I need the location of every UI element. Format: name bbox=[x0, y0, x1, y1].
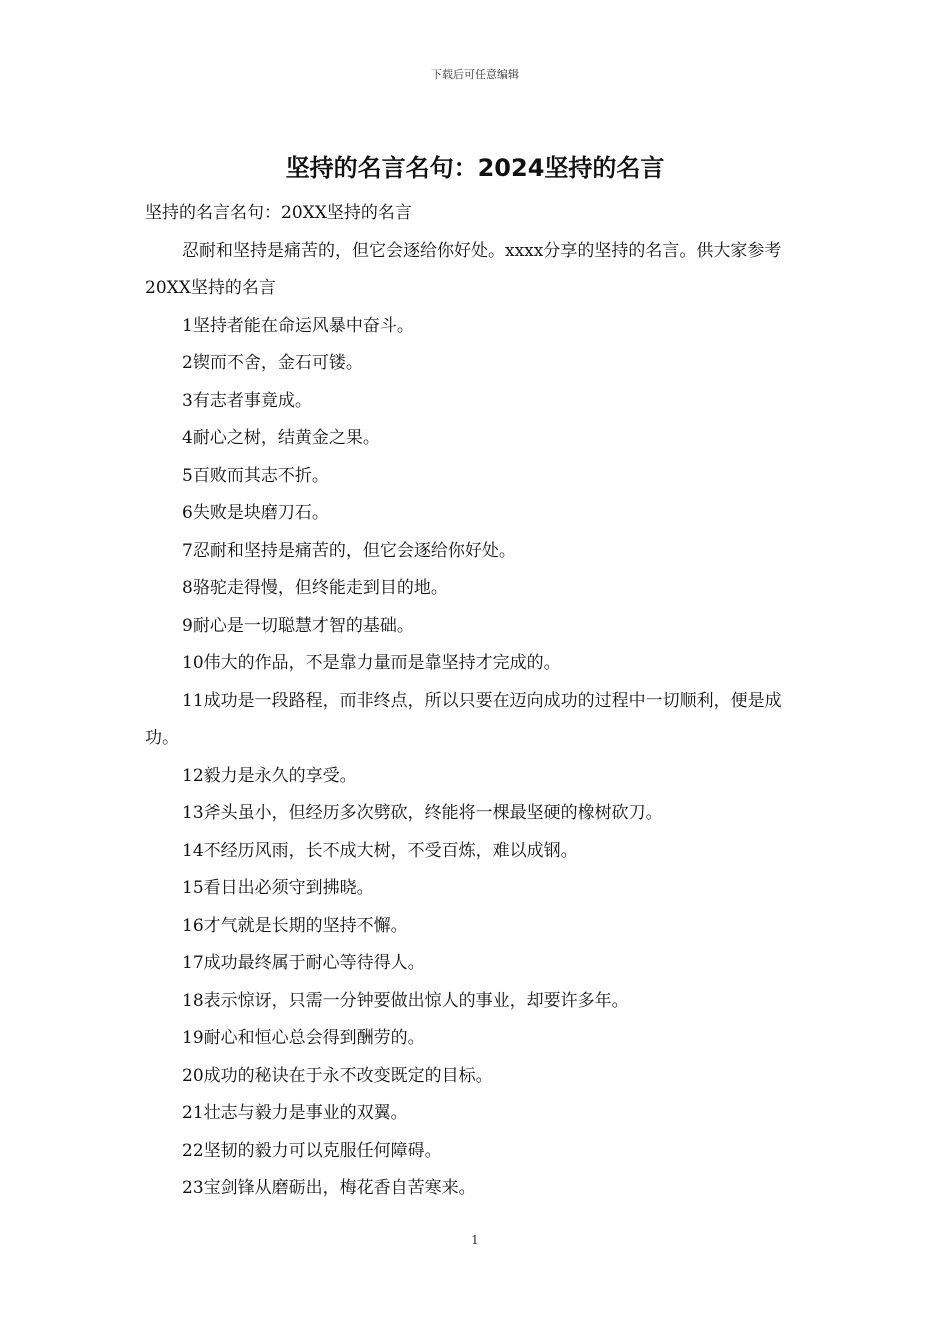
quote-item: 6失败是块磨刀石。 bbox=[182, 503, 329, 523]
document-subtitle: 坚持的名言名句：20XX坚持的名言 bbox=[145, 203, 412, 223]
quote-item: 13斧头虽小，但经历多次劈砍，终能将一棵最坚硬的橡树砍刀。 bbox=[182, 803, 663, 823]
quote-item: 22坚韧的毅力可以克服任何障碍。 bbox=[182, 1140, 442, 1161]
quote-item: 11成功是一段路程，而非终点，所以只要在迈向成功的过程中一切顺利，便是成功。 bbox=[145, 690, 782, 748]
quote-item: 12毅力是永久的享受。 bbox=[182, 765, 357, 786]
page-number: 1 bbox=[471, 1233, 479, 1247]
header-note: 下载后可任意编辑 bbox=[431, 68, 519, 81]
quote-item: 17成功最终属于耐心等待得人。 bbox=[182, 953, 425, 973]
quote-item: 15看日出必须守到拂晓。 bbox=[182, 878, 374, 898]
quote-item: 14不经历风雨，长不成大树，不受百炼，难以成钢。 bbox=[182, 840, 578, 861]
document-title: 坚持的名言名句：2024坚持的名言 bbox=[285, 154, 665, 182]
quote-item: 19耐心和恒心总会得到酬劳的。 bbox=[182, 1028, 425, 1048]
quote-item: 7忍耐和坚持是痛苦的，但它会逐给你好处。 bbox=[182, 540, 516, 561]
quote-item: 4耐心之树，结黄金之果。 bbox=[182, 428, 380, 448]
quote-item: 8骆驼走得慢，但终能走到目的地。 bbox=[182, 578, 448, 598]
quote-item: 1坚持者能在命运风暴中奋斗。 bbox=[182, 315, 414, 336]
quote-item: 16才气就是长期的坚持不懈。 bbox=[182, 915, 408, 936]
quote-item: 23宝剑锋从磨砺出，梅花香自苦寒来。 bbox=[182, 1178, 476, 1198]
quote-item: 20成功的秘诀在于永不改变既定的目标。 bbox=[182, 1065, 493, 1086]
quote-item: 9耐心是一切聪慧才智的基础。 bbox=[182, 615, 414, 636]
quote-item: 10伟大的作品，不是靠力量而是靠坚持才完成的。 bbox=[182, 653, 561, 673]
quote-item: 3有志者事竟成。 bbox=[182, 390, 312, 411]
quote-item: 2锲而不舍，金石可镂。 bbox=[182, 353, 363, 373]
quote-item: 5百败而其志不折。 bbox=[182, 465, 329, 486]
document-body bbox=[145, 195, 810, 1208]
quote-item: 21壮志与毅力是事业的双翼。 bbox=[182, 1103, 408, 1123]
intro-paragraph: 忍耐和坚持是痛苦的，但它会逐给你好处。xxxx分享的坚持的名言。供大家参考20XX坚持的名言 bbox=[145, 240, 782, 298]
quote-item: 18表示惊讶，只需一分钟要做出惊人的事业，却要许多年。 bbox=[182, 990, 629, 1011]
